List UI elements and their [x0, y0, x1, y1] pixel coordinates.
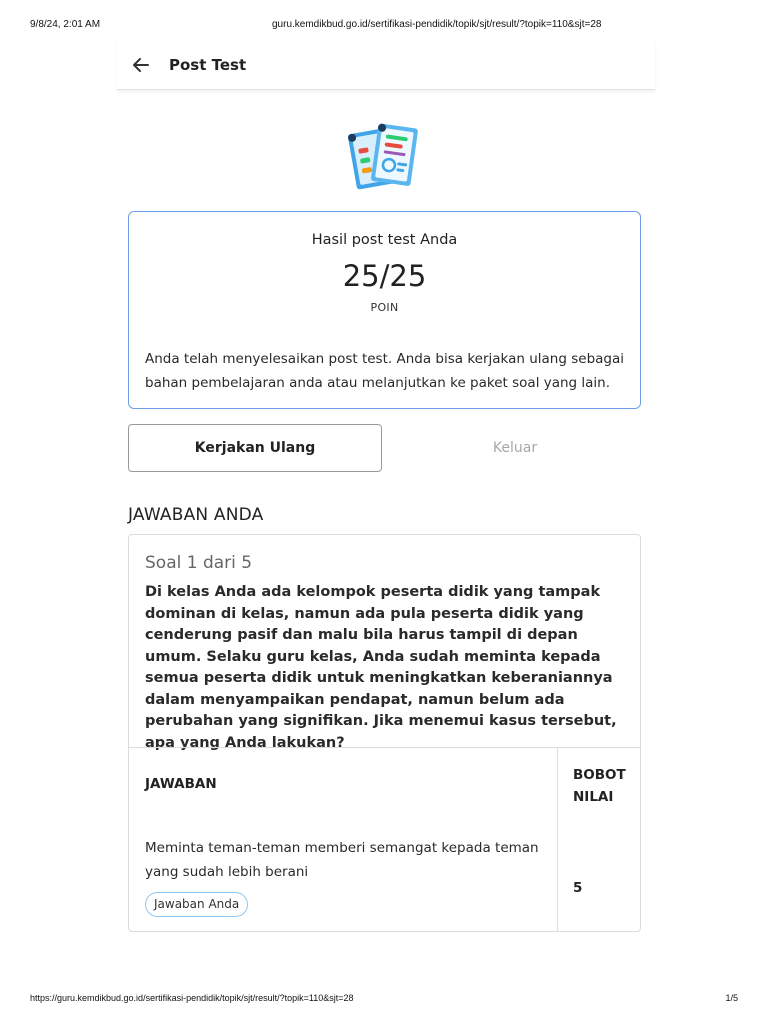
documents-icon [346, 118, 424, 196]
back-button[interactable] [129, 53, 153, 77]
question-card [128, 534, 641, 932]
print-page-number: 1/5 [725, 993, 738, 1003]
column-header-weight: BOBOT NILAI [573, 767, 626, 805]
print-footer [0, 993, 768, 1007]
print-footer-url: https://guru.kemdikbud.go.id/sertifikasi-pendidik/topik/sjt/result/?topik=110&sjt=28 [30, 993, 354, 1003]
table-column-divider [557, 748, 558, 932]
column-header-answer: JAWABAN [145, 776, 217, 792]
result-card [128, 211, 641, 409]
print-date: 9/8/24, 2:01 AM [30, 19, 101, 30]
redo-button[interactable]: Kerjakan Ulang [128, 424, 382, 472]
question-text: Di kelas Anda ada kelompok peserta didik yang tampak dominan di kelas, namun ada pula peserta didik yang cenderung pasif dan malu bila harus tampil di depan umum. Selaku guru kelas, Anda sudah meminta kepada semua peserta didik untuk meningkatkan keberaniannya dalam menyampaikan pendapat, namun belum ada perubahan yang signifikan. Jika menemui kasus tersebut, apa yang Anda lakukan? [145, 584, 617, 751]
result-label: Hasil post test Anda [311, 232, 458, 248]
test-documents-illustration [346, 118, 424, 196]
question-number: Soal 1 dari 5 [145, 553, 253, 573]
result-score: 25/25 [342, 259, 427, 293]
answer-table [129, 747, 641, 932]
result-description: Anda telah menyelesaikan post test. Anda bisa kerjakan ulang sebagai bahan pembelajaran anda atau melanjutkan ke paket soal yang lain. [145, 351, 624, 391]
result-unit: POIN [370, 301, 399, 314]
exit-button[interactable]: Keluar [492, 440, 538, 456]
arrow-left-icon [131, 55, 151, 75]
top-bar [117, 40, 655, 90]
print-header [0, 19, 768, 33]
answers-section-title: JAWABAN ANDA [128, 505, 264, 525]
print-url: guru.kemdikbud.go.id/sertifikasi-pendidik/topik/sjt/result/?topik=110&sjt=28 [272, 19, 602, 30]
answer-weight: 5 [573, 880, 583, 896]
answer-text: Meminta teman-teman memberi semangat kepada teman yang sudah lebih berani [145, 840, 539, 880]
your-answer-badge: Jawaban Anda [145, 892, 248, 917]
page-title: Post Test [169, 55, 247, 74]
